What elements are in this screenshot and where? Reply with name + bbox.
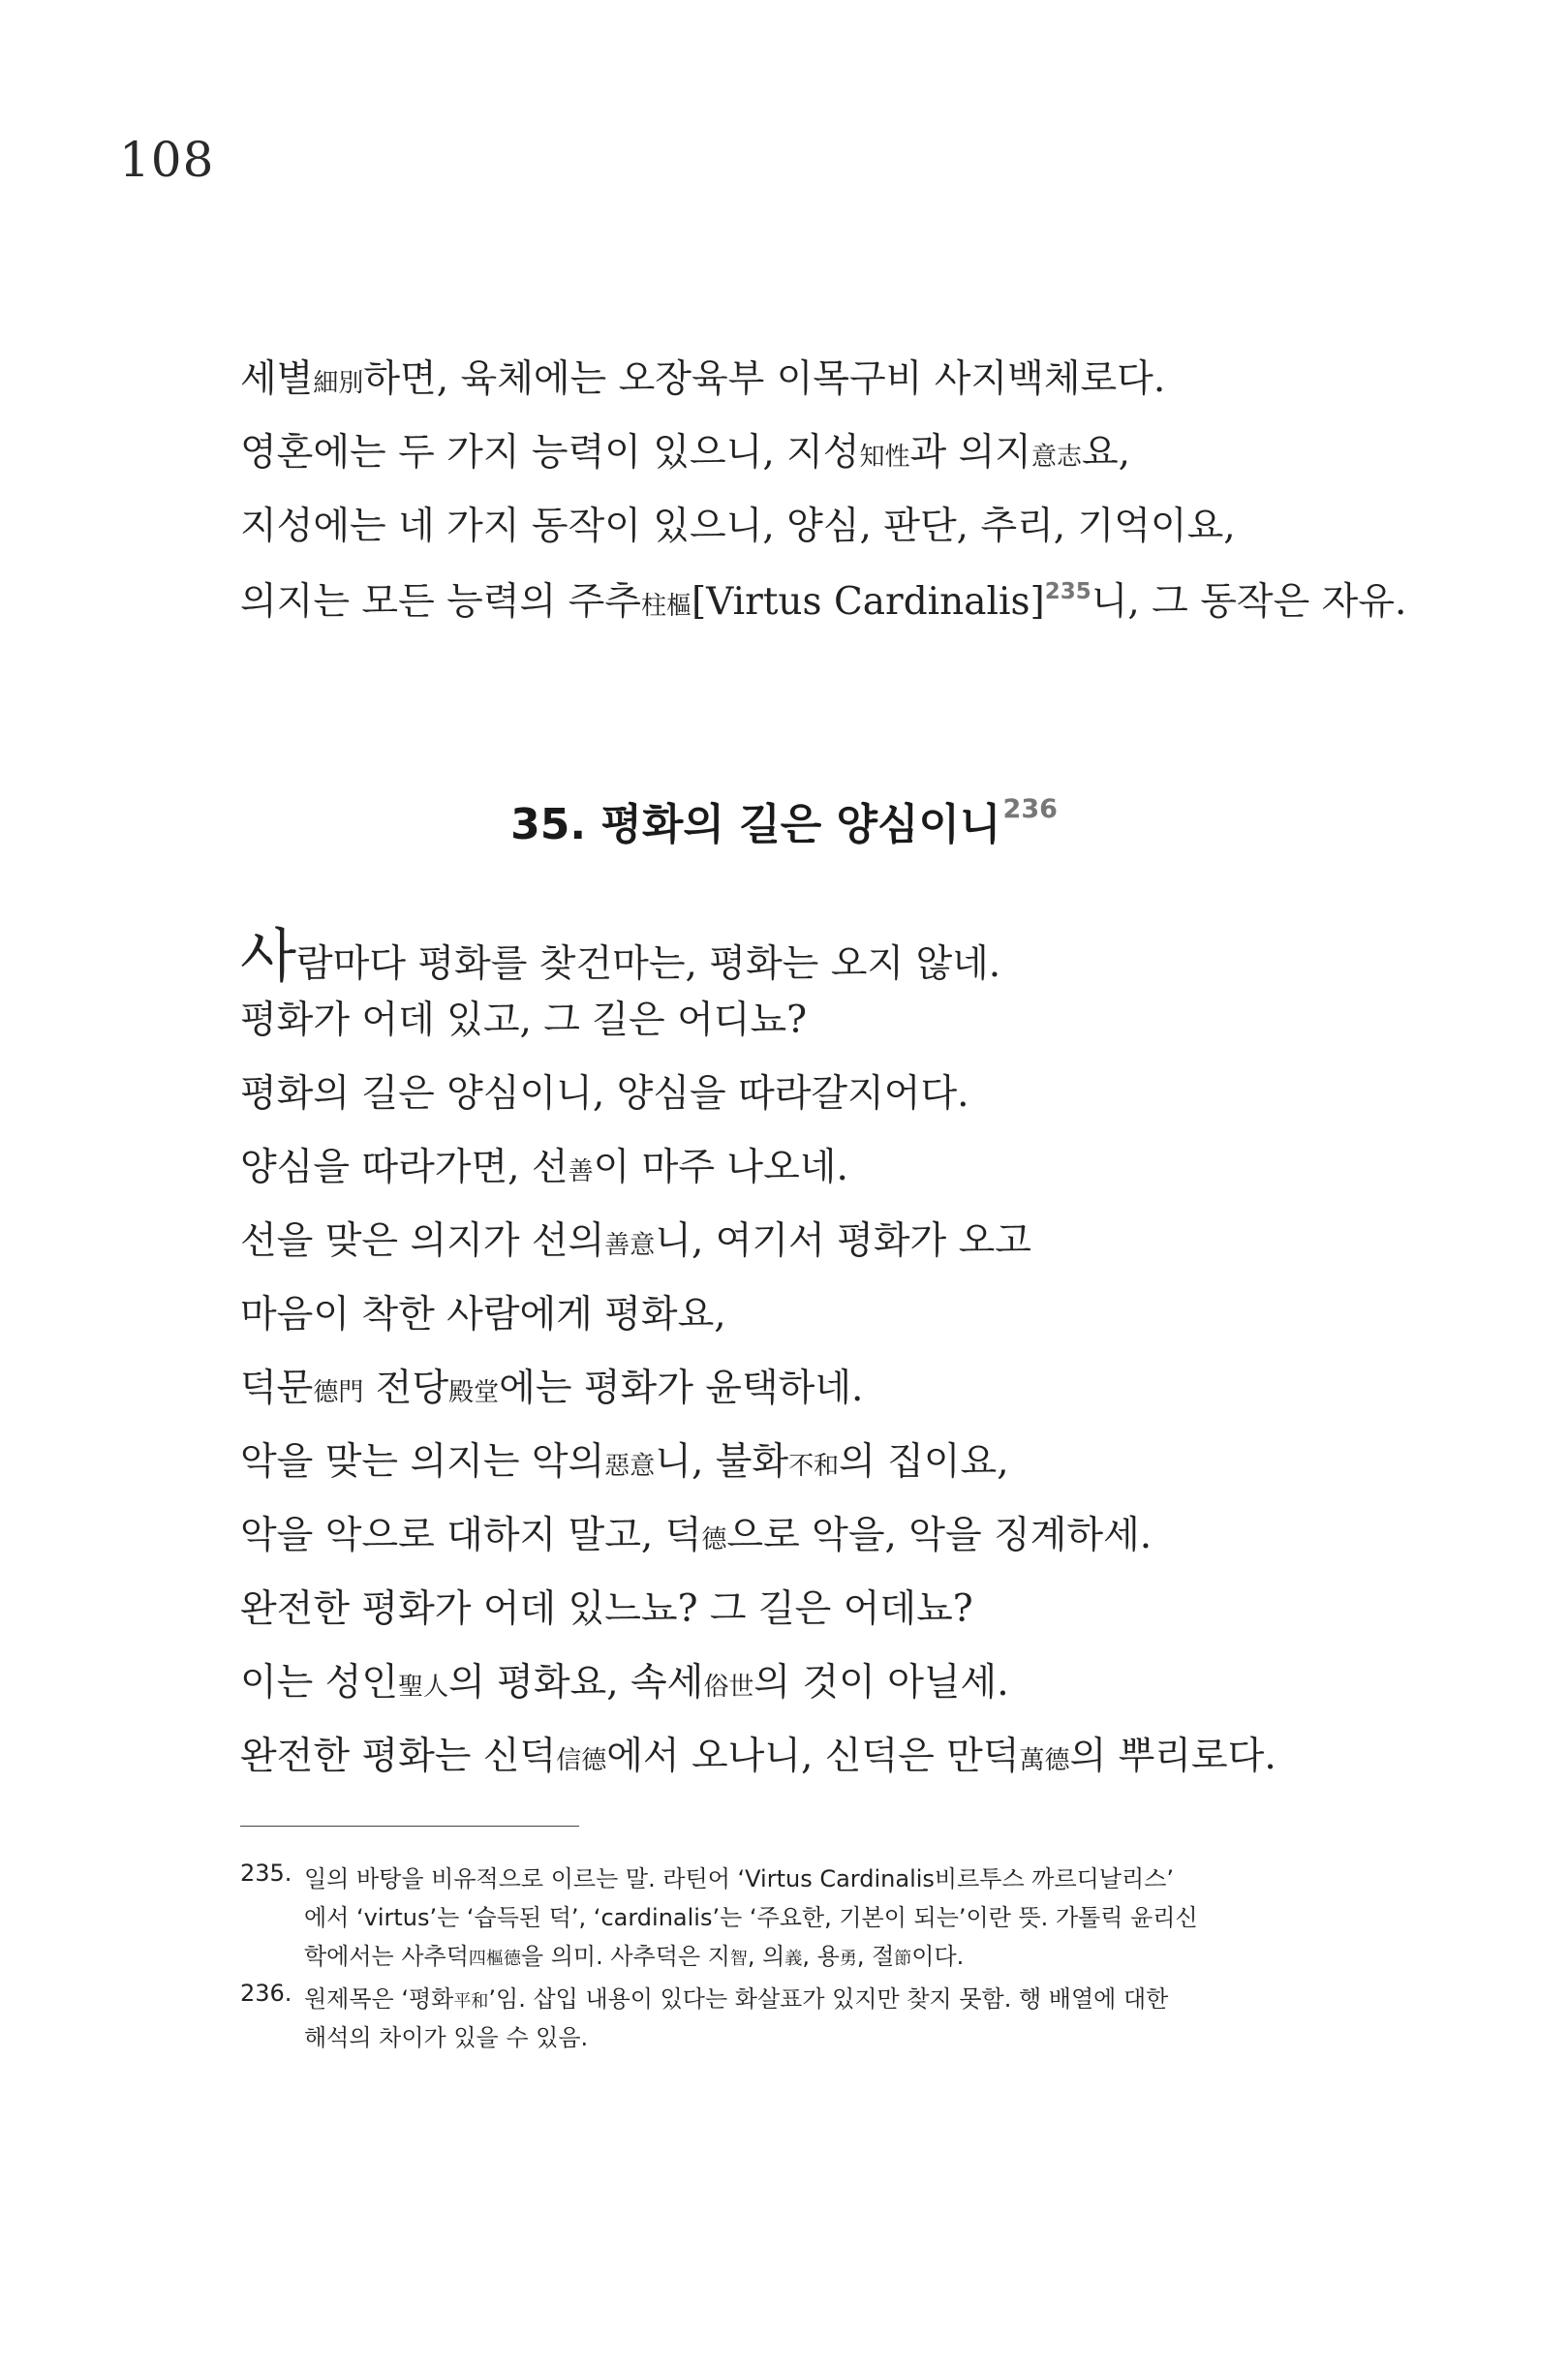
drop-cap: 사 — [240, 923, 296, 991]
footnote-line — [304, 1980, 1325, 2018]
footnote-number: 236. — [240, 1980, 292, 2007]
line-text: 의 것이 아닐세. — [753, 1661, 1009, 1705]
line-text: 의 뿌리로다. — [1069, 1735, 1276, 1778]
hanja-gloss: 善 — [568, 1157, 594, 1186]
hanja-gloss: 善意 — [604, 1231, 656, 1260]
hanja-gloss: 萬德 — [1019, 1746, 1070, 1775]
line-text: 의 집이요, — [839, 1440, 1009, 1484]
stanza-line — [240, 357, 1460, 434]
poem-line — [240, 1514, 1460, 1590]
line-text: 람마다 평화를 찾건마는, 평화는 오지 않네. — [295, 942, 1001, 986]
poem-line — [240, 1735, 1460, 1811]
stanza-line — [240, 431, 1460, 507]
line-text: 지성에는 네 가지 동작이 있으니, 양심, 판단, 추리, 기억이요, — [240, 505, 1236, 548]
line-text: 마음이 착한 사람에게 평화요, — [240, 1293, 726, 1337]
footnote-text: 해석의 차이가 있을 수 있음. — [304, 2024, 589, 2051]
hanja-gloss: 四樞德 — [468, 1949, 521, 1969]
footnote-line — [304, 1898, 1325, 1937]
hanja-gloss: 俗世 — [703, 1673, 754, 1702]
footnote-ref-235[interactable]: 235 — [1044, 579, 1091, 604]
footnote-text: , 의 — [747, 1943, 785, 1970]
footnote-text: 에서 ‘virtus’는 ‘습득된 덕’, ‘cardinalis’는 ‘주요한, 기본이 되는’이란 뜻. 가톨릭 윤리신 — [304, 1904, 1198, 1931]
hanja-gloss: 德門 — [313, 1378, 364, 1407]
line-text: 완전한 평화는 신덕 — [240, 1735, 557, 1778]
top-stanza — [240, 357, 1460, 655]
hanja-gloss: 知性 — [859, 443, 910, 472]
line-text: [Virtus Cardinalis] — [691, 580, 1045, 624]
footnote-line — [304, 1860, 1325, 1898]
stanza-line — [240, 507, 1460, 581]
section-title — [0, 794, 1568, 849]
line-text: 이는 성인 — [240, 1661, 399, 1705]
line-text: 평화의 길은 양심이니, 양심을 따라갈지어다. — [240, 1072, 969, 1116]
line-text: 양심을 따라가면, 선 — [240, 1146, 569, 1189]
line-text: 하면, 육체에는 오장육부 이목구비 사지백체로다. — [363, 357, 1166, 401]
footnote-line — [304, 2018, 1325, 2057]
hanja-gloss: 德 — [701, 1525, 727, 1554]
hanja-gloss: 細別 — [313, 369, 364, 398]
footnote-line — [304, 1937, 1325, 1976]
poem-line — [240, 1001, 1460, 1075]
hanja-gloss: 惡意 — [604, 1452, 656, 1481]
footnote-236 — [240, 1980, 1325, 2057]
footnote-text: 학에서는 사추덕 — [304, 1943, 469, 1970]
footnotes — [240, 1860, 1325, 2061]
hanja-gloss: 節 — [894, 1949, 912, 1969]
stanza-line — [240, 581, 1460, 655]
line-text: 에서 오나니, 신덕은 만덕 — [606, 1735, 1020, 1778]
footnote-text: ’임. 삽입 내용이 있다는 화살표가 있지만 찾지 못함. 행 배열에 대한 — [488, 1985, 1169, 2013]
line-text: 니, 불화 — [655, 1440, 789, 1484]
line-text: 이 마주 나오네. — [593, 1146, 848, 1189]
footnote-text: 이다. — [911, 1943, 965, 1970]
line-text: 의지는 모든 능력의 주추 — [240, 580, 641, 624]
line-text: 완전한 평화가 어데 있느뇨? 그 길은 어데뇨? — [240, 1587, 973, 1631]
poem-line — [240, 1072, 1460, 1149]
line-text: 의 평화요, 속세 — [448, 1661, 704, 1705]
hanja-gloss: 不和 — [788, 1452, 840, 1481]
hanja-gloss: 意志 — [1030, 443, 1082, 472]
hanja-gloss: 勇 — [839, 1949, 857, 1969]
footnote-text: 원제목은 ‘평화 — [304, 1985, 454, 2013]
hanja-gloss: 信德 — [556, 1746, 607, 1775]
hanja-gloss: 殿堂 — [448, 1378, 500, 1407]
line-text: 전당 — [363, 1367, 449, 1410]
line-text: 니, 여기서 평화가 오고 — [655, 1219, 1031, 1263]
footnote-text: , 용 — [802, 1943, 840, 1970]
footnote-text: , 절 — [856, 1943, 895, 1970]
hanja-gloss: 聖人 — [398, 1673, 449, 1702]
footnote-235 — [240, 1860, 1325, 1976]
poem-line — [240, 1293, 1460, 1369]
line-text: 영혼에는 두 가지 능력이 있으니, 지성 — [240, 431, 860, 475]
footnote-ref-236[interactable]: 236 — [1002, 794, 1058, 824]
hanja-gloss: 義 — [784, 1949, 803, 1969]
poem — [240, 923, 1460, 1811]
line-text: 악을 악으로 대하지 말고, 덕 — [240, 1514, 702, 1557]
hanja-gloss: 智 — [729, 1949, 748, 1969]
hanja-gloss: 柱樞 — [640, 592, 692, 621]
line-text: 악을 맞는 의지는 악의 — [240, 1440, 605, 1484]
line-text: 에는 평화가 윤택하네. — [499, 1367, 864, 1410]
poem-line — [240, 1146, 1460, 1222]
page-number: 108 — [119, 132, 215, 188]
poem-line — [240, 923, 1460, 1001]
line-text: 으로 악을, 악을 징계하세. — [726, 1514, 1153, 1557]
section-title-text: 35. 평화의 길은 양심이니 — [510, 800, 1001, 849]
poem-line — [240, 1440, 1460, 1517]
footnote-text: 을 의미. 사추덕은 지 — [520, 1943, 730, 1970]
line-text: 선을 맞은 의지가 선의 — [240, 1219, 605, 1263]
line-text: 니, 그 동작은 자유. — [1091, 580, 1407, 624]
line-text: 덕문 — [240, 1367, 314, 1410]
footnote-divider — [240, 1826, 579, 1827]
line-text: 세별 — [240, 357, 314, 401]
poem-line — [240, 1661, 1460, 1738]
line-text: 평화가 어데 있고, 그 길은 어디뇨? — [240, 999, 808, 1042]
line-text: 요, — [1081, 431, 1131, 475]
line-text: 과 의지 — [909, 431, 1031, 475]
poem-line — [240, 1587, 1460, 1664]
poem-line — [240, 1219, 1460, 1296]
footnote-text: 일의 바탕을 비유적으로 이르는 말. 라틴어 ‘Virtus Cardinalis비르투스 까르디날리스’ — [304, 1865, 1175, 1892]
poem-line — [240, 1369, 1460, 1443]
footnote-number: 235. — [240, 1860, 292, 1887]
hanja-gloss: 平和 — [453, 1991, 489, 2012]
